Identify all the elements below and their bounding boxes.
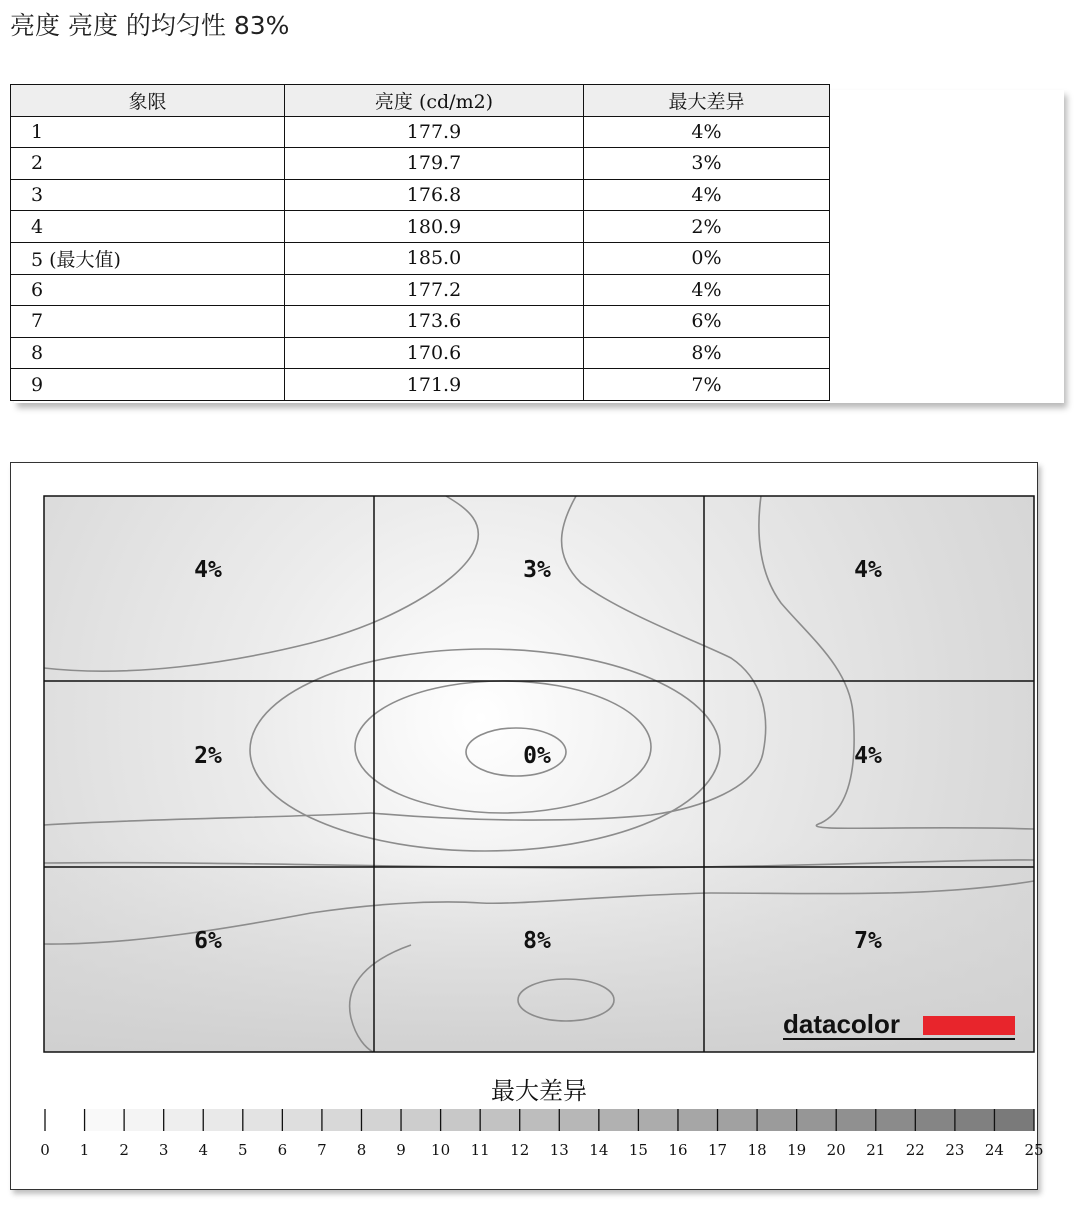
colorbar-segment — [678, 1109, 718, 1131]
cell-quadrant: 7 — [11, 306, 285, 338]
cell-luminance: 173.6 — [285, 306, 584, 338]
colorbar-segment — [243, 1109, 283, 1131]
cell-quadrant: 6 — [11, 274, 285, 306]
colorbar-tick-label: 19 — [787, 1141, 807, 1159]
colorbar-tick-label: 1 — [79, 1141, 90, 1159]
colorbar-segment — [282, 1109, 322, 1131]
colorbar-segment — [718, 1109, 758, 1131]
colorbar-tick-label: 0 — [40, 1141, 50, 1159]
cell-quadrant: 5 (最大值) — [11, 242, 285, 274]
cell-difference: 4% — [584, 116, 830, 148]
cell-label: 4% — [194, 557, 222, 583]
colorbar-tick-label: 25 — [1024, 1141, 1044, 1159]
table-row — [11, 274, 830, 306]
colorbar-tick-label: 13 — [549, 1141, 569, 1159]
cell-luminance: 179.7 — [285, 148, 584, 180]
colorbar-tick-label: 16 — [668, 1141, 688, 1159]
header-quadrant: 象限 — [11, 85, 285, 117]
colorbar-segment — [361, 1109, 401, 1131]
colorbar-segment — [480, 1109, 520, 1131]
colorbar-tick-label: 21 — [866, 1141, 886, 1159]
table-row — [11, 211, 830, 243]
cell-label: 3% — [523, 557, 551, 583]
colorbar-tick-label: 11 — [470, 1141, 490, 1159]
colorbar-tick-label: 3 — [158, 1141, 169, 1159]
cell-quadrant: 1 — [11, 116, 285, 148]
table-row — [11, 306, 830, 338]
colorbar-tick-label: 14 — [589, 1141, 609, 1159]
cell-label: 7% — [854, 928, 882, 954]
colorbar-tick-label: 17 — [707, 1141, 728, 1159]
cell-luminance: 170.6 — [285, 337, 584, 369]
cell-difference: 6% — [584, 306, 830, 338]
colorbar-tick-label: 7 — [317, 1141, 327, 1159]
colorbar-segment — [45, 1109, 85, 1131]
cell-quadrant: 8 — [11, 337, 285, 369]
colorbar-tick-label: 24 — [984, 1141, 1004, 1159]
colorbar-tick-label: 5 — [238, 1141, 248, 1159]
cell-luminance: 177.9 — [285, 116, 584, 148]
cell-label: 4% — [854, 557, 882, 583]
cell-luminance: 185.0 — [285, 242, 584, 274]
header-max-difference: 最大差异 — [584, 85, 830, 117]
colorbar-tick-label: 6 — [277, 1141, 288, 1159]
colorbar-tick-label: 22 — [905, 1141, 925, 1159]
colorbar-tick-label: 18 — [747, 1141, 767, 1159]
cell-difference: 0% — [584, 242, 830, 274]
colorbar-segment — [401, 1109, 441, 1131]
logo-text: datacolor — [783, 1009, 901, 1039]
colorbar-label: 最大差异 — [491, 1077, 587, 1105]
colorbar-tick-label: 2 — [119, 1141, 129, 1159]
colorbar-tick-label: 23 — [945, 1141, 965, 1159]
table-header-row — [11, 85, 830, 117]
cell-quadrant: 9 — [11, 369, 285, 401]
colorbar-segment — [836, 1109, 876, 1131]
colorbar-segment — [915, 1109, 955, 1131]
cell-difference: 8% — [584, 337, 830, 369]
colorbar-segment — [441, 1109, 481, 1131]
colorbar-segment — [520, 1109, 560, 1131]
colorbar-segment — [559, 1109, 599, 1131]
colorbar-tick-label: 4 — [198, 1141, 209, 1159]
cell-difference: 3% — [584, 148, 830, 180]
cell-luminance: 180.9 — [285, 211, 584, 243]
table-row — [11, 242, 830, 274]
colorbar — [40, 1109, 1043, 1159]
colorbar-segment — [955, 1109, 995, 1131]
uniformity-heatmap-panel — [10, 462, 1044, 1190]
table-row — [11, 179, 830, 211]
cell-luminance: 171.9 — [285, 369, 584, 401]
colorbar-tick-label: 20 — [826, 1141, 846, 1159]
colorbar-segment — [638, 1109, 678, 1131]
cell-label: 0% — [523, 743, 551, 769]
cell-label: 6% — [194, 928, 222, 954]
cell-luminance: 176.8 — [285, 179, 584, 211]
colorbar-segment — [124, 1109, 164, 1131]
colorbar-segment — [322, 1109, 362, 1131]
colorbar-tick-label: 12 — [510, 1141, 530, 1159]
cell-quadrant: 4 — [11, 211, 285, 243]
cell-label: 2% — [194, 743, 222, 769]
cell-quadrant: 2 — [11, 148, 285, 180]
table-row — [11, 369, 830, 401]
cell-difference: 4% — [584, 274, 830, 306]
colorbar-segment — [164, 1109, 204, 1131]
uniformity-heatmap — [11, 463, 1044, 1191]
table-row — [11, 116, 830, 148]
colorbar-segment — [203, 1109, 243, 1131]
cell-difference: 4% — [584, 179, 830, 211]
table-row — [11, 337, 830, 369]
cell-difference: 7% — [584, 369, 830, 401]
cell-luminance: 177.2 — [285, 274, 584, 306]
colorbar-tick-label: 15 — [628, 1141, 648, 1159]
cell-label: 8% — [523, 928, 551, 954]
table-row — [11, 148, 830, 180]
brightness-table — [10, 84, 830, 401]
colorbar-segment — [994, 1109, 1034, 1131]
page-title: 亮度 亮度 的均匀性 83% — [10, 11, 290, 40]
colorbar-tick-label: 10 — [431, 1141, 451, 1159]
colorbar-segment — [85, 1109, 125, 1131]
colorbar-segment — [757, 1109, 797, 1131]
colorbar-tick-label: 9 — [396, 1141, 406, 1159]
colorbar-segment — [876, 1109, 916, 1131]
colorbar-tick-label: 8 — [356, 1141, 367, 1159]
logo-red-bar — [923, 1016, 1015, 1035]
colorbar-segment — [797, 1109, 837, 1131]
cell-difference: 2% — [584, 211, 830, 243]
header-luminance: 亮度 (cd/m2) — [285, 85, 584, 117]
cell-label: 4% — [854, 743, 882, 769]
cell-quadrant: 3 — [11, 179, 285, 211]
colorbar-segment — [599, 1109, 639, 1131]
